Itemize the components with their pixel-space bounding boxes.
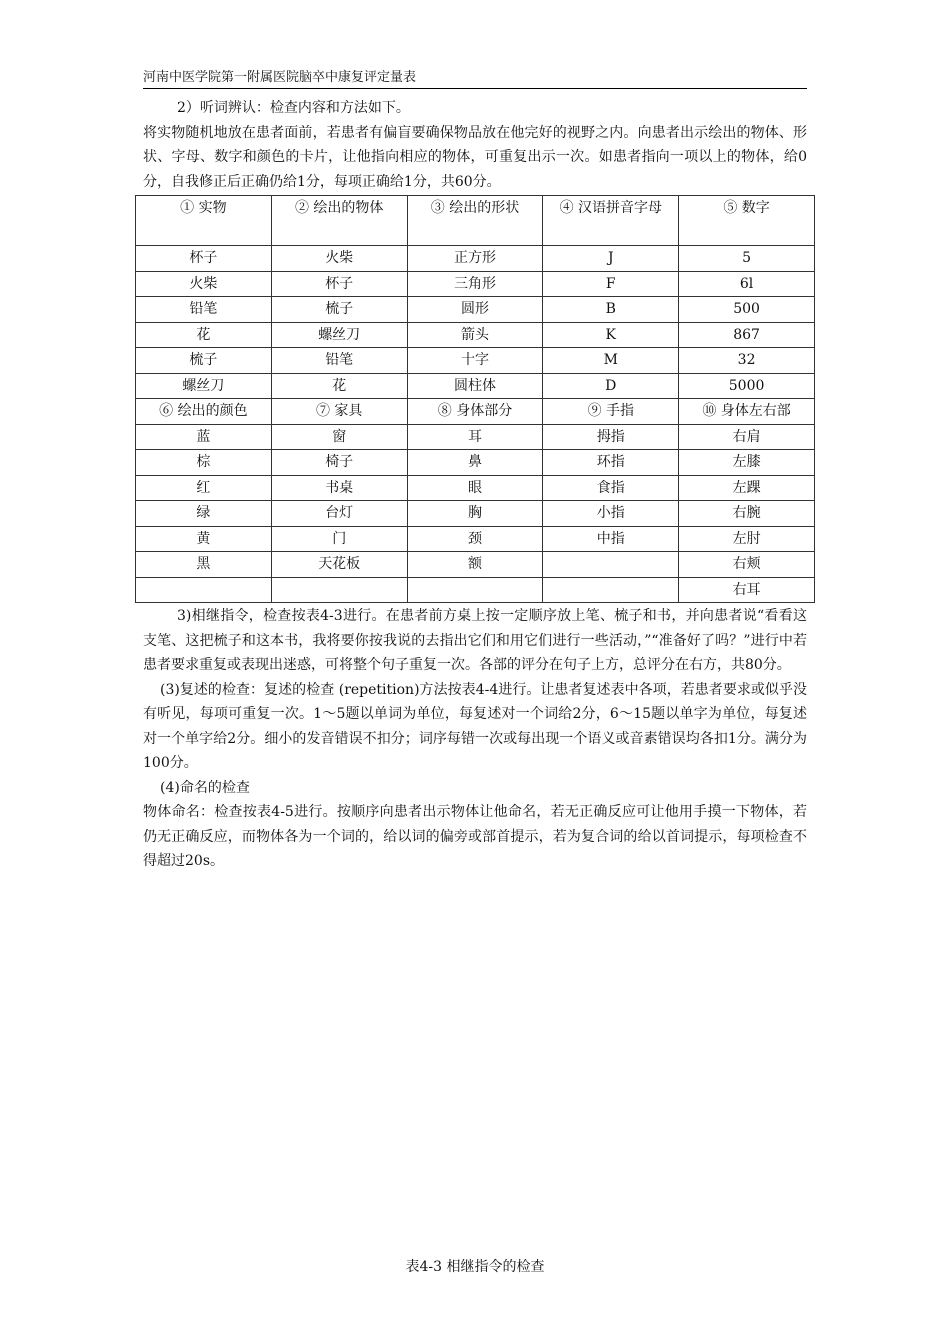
table-cell: 6l [679, 271, 815, 297]
table-cell: 拇指 [543, 424, 679, 450]
table-cell: 花 [271, 373, 407, 399]
table-cell: 右颊 [679, 552, 815, 578]
table-cell: 5000 [679, 373, 815, 399]
table-cell: 十字 [407, 348, 543, 374]
table-header-cell: ⑥ 绘出的颜色 [136, 399, 272, 425]
table-cell: 杯子 [136, 246, 272, 272]
table-header-row [136, 399, 815, 425]
table-cell [543, 577, 679, 603]
table-cell: 黑 [136, 552, 272, 578]
table-header-cell: ③ 绘出的形状 [407, 196, 543, 246]
table-row [136, 297, 815, 323]
table-header-cell: ⑩ 身体左右部 [679, 399, 815, 425]
table-row [136, 501, 815, 527]
table-row [136, 526, 815, 552]
table-row [136, 552, 815, 578]
table-caption: 表4-3 相继指令的检查 [405, 1259, 545, 1275]
table-cell: 中指 [543, 526, 679, 552]
table-header-cell: ⑨ 手指 [543, 399, 679, 425]
table-cell: K [543, 322, 679, 348]
table-cell: 黄 [136, 526, 272, 552]
table-cell: 颈 [407, 526, 543, 552]
table-cell: J [543, 246, 679, 272]
section-3-paragraph: 3)相继指令，检查按表4-3进行。在患者前方桌上按一定顺序放上笔、梳子和书，并向患者说“看看这支笔、这把梳子和这本书，我将要你按我说的去指出它们和用它们进行一些活动，”“准备好了吗？”进行中若患者要求重复或表现出迷惑，可将整个句子重复一次。各部的评分在句子上方，总评分在右方，共80分。 [143, 608, 807, 673]
table-cell: 椅子 [271, 450, 407, 476]
table-header-cell: ① 实物 [136, 196, 272, 246]
table-cell: 环指 [543, 450, 679, 476]
section-2-title: 2）听词辨认：检查内容和方法如下。 [177, 100, 410, 116]
table-cell: 圆柱体 [407, 373, 543, 399]
table-cell: 右腕 [679, 501, 815, 527]
table-header-cell: ⑤ 数字 [679, 196, 815, 246]
table-cell: 圆形 [407, 297, 543, 323]
table-cell [543, 552, 679, 578]
table-cell: 铅笔 [136, 297, 272, 323]
table-cell: 32 [679, 348, 815, 374]
table-cell: 书桌 [271, 475, 407, 501]
naming-paragraph: 物体命名：检查按表4-5进行。按顺序向患者出示物体让他命名，若无正确反应可让他用手摸一下物体，若仍无正确反应，而物体各为一个词的，给以词的偏旁或部首提示，若为复合词的给以首词提示，每项检查不得超过20s。 [143, 804, 807, 869]
table-cell: D [543, 373, 679, 399]
naming-title: (4)命名的检查 [160, 779, 250, 796]
table-row [136, 373, 815, 399]
table-cell: F [543, 271, 679, 297]
table-cell: 螺丝刀 [136, 373, 272, 399]
page-header: 河南中医学院第一附属医院脑卒中康复评定量表 [143, 66, 807, 89]
table-cell: 台灯 [271, 501, 407, 527]
table-row [136, 271, 815, 297]
table-cell: 火柴 [136, 271, 272, 297]
table-cell: 左肘 [679, 526, 815, 552]
table-header-cell: ④ 汉语拼音字母 [543, 196, 679, 246]
word-recognition-table [135, 195, 815, 603]
table-cell: B [543, 297, 679, 323]
table-cell: 棕 [136, 450, 272, 476]
table-row [136, 322, 815, 348]
table-row [136, 348, 815, 374]
table-row [136, 475, 815, 501]
table-row [136, 577, 815, 603]
table-cell: 小指 [543, 501, 679, 527]
table-header-row [136, 196, 815, 246]
table-cell [407, 577, 543, 603]
table-cell: M [543, 348, 679, 374]
table-cell: 铅笔 [271, 348, 407, 374]
table-row [136, 450, 815, 476]
table-cell: 耳 [407, 424, 543, 450]
table-cell: 绿 [136, 501, 272, 527]
table-cell: 杯子 [271, 271, 407, 297]
table-cell: 蓝 [136, 424, 272, 450]
table-cell: 花 [136, 322, 272, 348]
table-cell: 天花板 [271, 552, 407, 578]
table-body [136, 196, 815, 603]
table-row [136, 424, 815, 450]
repetition-paragraph: (3)复述的检查：复述的检查 (repetition)方法按表4-4进行。让患者复述表中各项，若患者要求或似乎没有听见，每项可重复一次。1～5题以单词为单位，每复述对一个词给2分，6～15题以单字为单位，每复述对一个单字给2分。细小的发音错误不扣分；词序每错一次或每出现一个语义或音素错误均各扣1分。满分为100分。 [143, 681, 807, 771]
table-cell: 右耳 [679, 577, 815, 603]
table-cell [136, 577, 272, 603]
table-cell: 正方形 [407, 246, 543, 272]
section-2-body: 将实物随机地放在患者面前，若患者有偏盲要确保物品放在他完好的视野之内。向患者出示绘出的物体、形状、字母、数字和颜色的卡片，让他指向相应的物体，可重复出示一次。如患者指向一项以上的物体，给0分，自我修正后正确仍给1分，每项正确给1分，共60分。 [143, 124, 807, 190]
table-cell: 鼻 [407, 450, 543, 476]
table-cell: 红 [136, 475, 272, 501]
table-cell: 左踝 [679, 475, 815, 501]
table-cell: 梳子 [136, 348, 272, 374]
table-header-cell: ② 绘出的物体 [271, 196, 407, 246]
table-cell: 食指 [543, 475, 679, 501]
table-header-cell: ⑧ 身体部分 [407, 399, 543, 425]
table-cell: 箭头 [407, 322, 543, 348]
table-cell: 867 [679, 322, 815, 348]
table-cell [271, 577, 407, 603]
document-body [143, 96, 807, 874]
table-cell: 窗 [271, 424, 407, 450]
table-cell: 螺丝刀 [271, 322, 407, 348]
table-cell: 火柴 [271, 246, 407, 272]
table-cell: 梳子 [271, 297, 407, 323]
table-cell: 额 [407, 552, 543, 578]
table-cell: 右肩 [679, 424, 815, 450]
table-cell: 5 [679, 246, 815, 272]
table-header-cell: ⑦ 家具 [271, 399, 407, 425]
table-cell: 门 [271, 526, 407, 552]
table-cell: 三角形 [407, 271, 543, 297]
table-cell: 左膝 [679, 450, 815, 476]
table-row [136, 246, 815, 272]
table-cell: 500 [679, 297, 815, 323]
table-cell: 胸 [407, 501, 543, 527]
table-cell: 眼 [407, 475, 543, 501]
